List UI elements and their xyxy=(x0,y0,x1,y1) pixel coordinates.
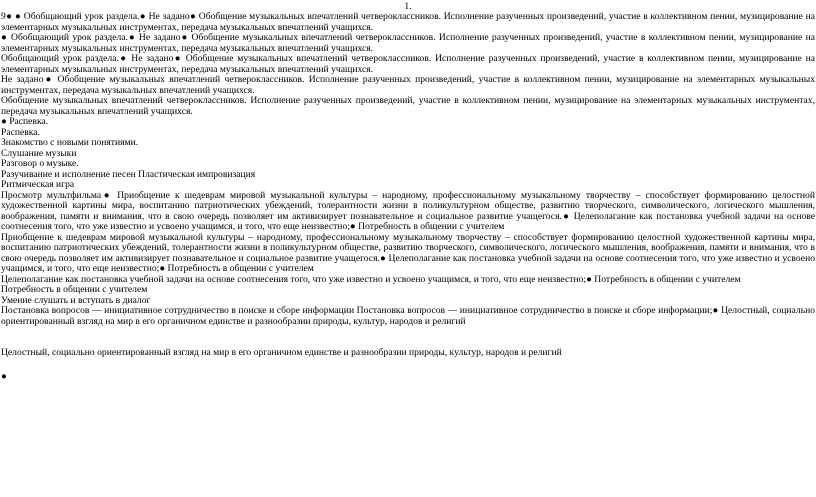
paragraph: Слушание музыки xyxy=(1,147,77,159)
bullet-icon: ● xyxy=(1,370,7,382)
paragraph: Просмотр мультфильма● Приобщение к шедеврам мировой музыкальной культуры – народному, профессиональному музыкальному творчеству – способствует формированию целостной художественной картины мира, воспитанию патриотических убеждений, толерантности жизни в поликультурном обществе, развитию творческого, символического, логического мышления, воображения, памяти и внимания, что в свою очередь позволяет им активизирует познавательное и социальное развитие учащегося.● Целеполагание как постановка учебной задачи на основе соотнесения того, что уже известно и усвоено учащимся, и того, что еще неизвестно;● Потребность в общении с учителем xyxy=(1,189,815,232)
paragraph: Распевка. xyxy=(1,126,40,138)
paragraph: 9● ● Обобщающий урок раздела.● Не задано● Обобщение музыкальных впечатлений четвероклассников. Исполнение разученных произведений, участие в коллективном пении, музицирование на элементарных музыкальных инструментах, передача музыкальных впечатлений учащихся. xyxy=(1,11,815,33)
paragraph: Обобщающий урок раздела.● Не задано● Обобщение музыкальных впечатлений четвероклассников. Исполнение разученных произведений, участие в коллективном пении, музицирование на элементарных музыкальных инструментах, передача музыкальных впечатлений учащихся. xyxy=(1,53,815,75)
page-number: 1. xyxy=(404,1,412,12)
paragraph: ● Распевка. xyxy=(1,116,49,127)
paragraph: Знакомство с новыми понятиями. xyxy=(1,137,139,148)
paragraph: Постановка вопросов — инициативное сотрудничество в поиске и сборе информации Постановка вопросов — инициативное сотрудничество в поиске и сборе информации;● Целостный, социально ориентированный взгляд на мир в его органичном единстве и разнообразии природы, культур, народов и религий xyxy=(1,305,815,327)
document-body xyxy=(1,12,815,382)
paragraph: Умение слушать и вступать в диалог xyxy=(1,294,151,306)
paragraph: Разучивание и исполнение песен Пластическая импровизация xyxy=(1,168,256,180)
spacer xyxy=(1,359,815,372)
paragraph: Не задано● Обобщение музыкальных впечатлений четвероклассников. Исполнение разученных произведений, участие в коллективном пении, музицирование на элементарных музыкальных инструментах, передача музыкальных впечатлений учащихся. xyxy=(1,74,815,96)
paragraph: Потребность в общении с учителем xyxy=(1,284,148,295)
paragraph: Ритмическая игра xyxy=(1,179,75,190)
paragraph: Приобщение к шедеврам мировой музыкальной культуры – народному, профессиональному музыкальному творчеству – способствует формированию целостной художественной картины мира, воспитанию патриотических убеждений, толерантности жизни в поликультурном обществе, развитию творческого, символического, логического мышления, воображения, памяти и внимания, что в свою очередь позволяет им активизирует познавательное и социальное развитие учащегося.● Целеполагание как постановка учебной задачи на основе соотнесения того, что уже известно и усвоено учащимся, и того, что еще неизвестно;● Потребность в общении с учителем xyxy=(1,231,815,274)
paragraph: Обобщение музыкальных впечатлений четвероклассников. Исполнение разученных произведений, участие в коллективном пении, музицирование на элементарных музыкальных инструментах, передача музыкальных впечатлений учащихся. xyxy=(1,95,815,117)
paragraph: Разговор о музыке. xyxy=(1,158,79,169)
paragraph: ● Обобщающий урок раздела.● Не задано● Обобщение музыкальных впечатлений четвероклассников. Исполнение разученных произведений, участие в коллективном пении, музицирование на элементарных музыкальных инструментах, передача музыкальных впечатлений учащихся. xyxy=(1,32,815,54)
spacer xyxy=(1,327,815,348)
paragraph: Целеполагание как постановка учебной задачи на основе соотнесения того, что уже известно и усвоено учащимся, и того, что еще неизвестно;● Потребность в общении с учителем xyxy=(1,273,741,285)
final-paragraph: Целостный, социально ориентированный взгляд на мир в его органичном единстве и разнообразии природы, культур, народов и религий xyxy=(1,347,562,358)
